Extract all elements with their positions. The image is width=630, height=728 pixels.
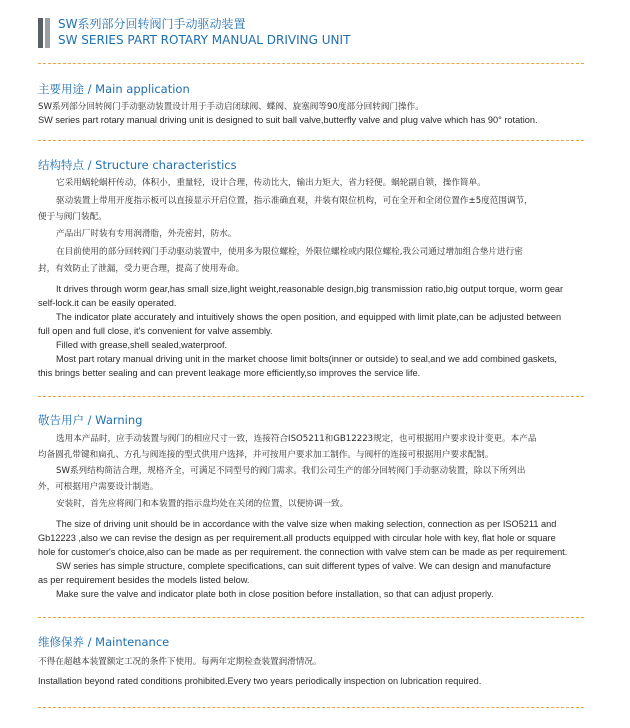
warning-line: 外，可根据用户需要设计制造。 [38,482,159,492]
structure-line: 驱动装置上带用开度指示板可以直接显示开启位置，指示准确直观，并装有限位机构，可在全开和全闭位置作±5度范围调节， [56,196,533,206]
structure-line: 它采用蜗轮蜗杆传动，体积小，重量轻，设计合理，传动比大，输出力矩大，省力轻便。蜗轮副自锁，操作简单。 [56,178,486,188]
warning-line: SW系列结构简洁合理，规格齐全，可满足不同型号的阀门需求。我们公司生产的部分回转阀门手动驱动装置，除以下所列出 [56,466,526,476]
warning-line: The size of driving unit should be in accordance with the valve size when making selection, connection as per ISO5211 and [56,519,557,529]
main-application-line: SW series part rotary manual driving unit is designed to suit ball valve,butterfly valve and plug valve which has 90° rotation. [38,115,538,125]
maintenance-line: 不得在超越本装置额定工况的条件下使用。每两年定期检查装置润滑情况。 [38,657,322,667]
warning-line: Gb12223 ,also we can revise the design as per requirement.all products equipped with circular hole with key, flat hole or square [38,533,556,543]
section-title-structure: 结构特点 / Structure characteristics [38,158,237,172]
page-header [38,14,598,48]
structure-line: full open and full close, it's convenient for valve assembly. [38,326,273,336]
structure-line: 封，有效防止了泄漏，受力更合理，提高了使用寿命。 [38,264,245,274]
section-title-warning: 敬告用户 / Warning [38,413,143,427]
warning-line: 选用本产品时，应手动装置与阀门的相应尺寸一致，连接符合ISO5211和GB12223规定，也可根据用户要求设计变更。本产品 [56,434,537,444]
structure-line: self-lock.it can be easily operated. [38,298,177,308]
main-application-line: SW系列部分回转阀门手动驱动装置设计用于手动启闭球阀、蝶阀、旋塞阀等90度部分回转阀门操作。 [38,102,424,112]
structure-line: 产品出厂时装有专用润滑脂，外壳密封，防水。 [56,229,237,239]
structure-line: Most part rotary manual driving unit in the market choose limit bolts(inner or outside) to seal,and we add combined gaskets, [56,354,557,364]
structure-line: It drives through worm gear,has small size,light weight,reasonable design,big transmission ratio,big output torque, worm gear [56,284,564,294]
warning-line: SW series has simple structure, complete specifications, can suit different types of valve. We can design and manufacture [56,561,552,571]
section-divider [38,63,584,64]
structure-line: 便于与阀门装配。 [38,212,107,222]
structure-line: The indicator plate accurately and intuitively shows the open position, and equipped with limit plate,can be adjusted between [56,312,562,322]
warning-line: Make sure the valve and indicator plate both in close position before installation, so that can adjust properly. [56,589,494,599]
section-divider [38,396,584,397]
header-title-cn: SW系列部分回转阀门手动驱动装置 [58,17,246,31]
section-divider [38,617,584,618]
maintenance-line: Installation beyond rated conditions prohibited.Every two years periodically inspection on lubrication required. [38,676,482,686]
structure-line: 在目前使用的部分回转阀门手动驱动装置中，使用多为限位螺栓，外限位螺栓或内限位螺栓,我公司通过增加组合垫片进行密 [56,247,523,257]
section-divider [38,707,584,708]
warning-line: hole for customer's choice,also can be made as per requirement. the connection with valve stem can be made as per requirement. [38,547,568,557]
header-title-en: SW SERIES PART ROTARY MANUAL DRIVING UNIT [58,33,351,47]
warning-line: as per requirement besides the models listed below. [38,575,250,585]
structure-line: this brings better sealing and can prevent leakage more efficiently,so improves the service life. [38,368,421,378]
header-accent-bar-light [45,18,50,48]
warning-line: 安装时，首先应将阀门和本装置的指示盘均处在关闭的位置，以便协调一致。 [56,499,349,509]
structure-line: Filled with grease,shell sealed,waterproof. [56,340,228,350]
section-title-maintenance: 维修保养 / Maintenance [38,635,170,649]
header-accent-bar-dark [38,18,43,48]
section-divider [38,140,584,141]
warning-line: 均备圆孔带键和扁孔、方孔与阀连接的型式供用户选择，并可按用户要求加工制作。与阀杆的连接可根据用户要求配制。 [38,450,494,460]
section-title-main-application: 主要用途 / Main application [38,82,190,96]
